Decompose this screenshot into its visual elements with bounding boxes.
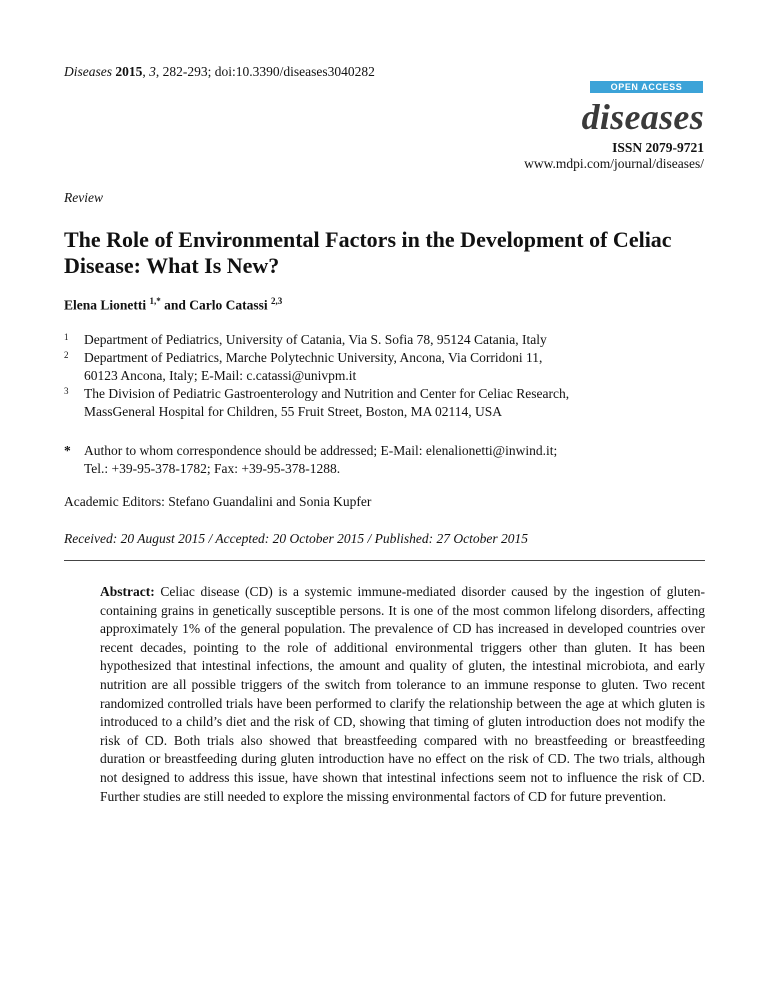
affiliation-text: Department of Pediatrics, University of Catania, Via S. Sofia 78, 95124 Catania, Italy xyxy=(84,332,547,347)
affiliation-text: MassGeneral Hospital for Children, 55 Fruit Street, Boston, MA 02114, USA xyxy=(84,404,502,419)
author-name: Elena Lionetti xyxy=(64,297,147,313)
journal-logo: diseases xyxy=(581,97,704,137)
affiliation-item xyxy=(64,331,569,349)
abstract xyxy=(100,583,705,806)
author-conjunction: and xyxy=(160,297,190,313)
abstract-text: Celiac disease (CD) is a systemic immune-mediated disorder caused by the ingestion of gluten-containing grains in genetically susceptible persons. It is one of the most common lifelong disorders, affecting approximately 1% of the general population. The prevalence of CD has increased in developed countries over recent decades, pointing to the role of additional environmental triggers other than gluten. It has been hypothesized that intestinal infections, the amount and quality of gluten, the intestinal microbiota, and early nutrition are all possible triggers of the switch from tolerance to an immune response to gluten. Two recent randomized controlled trials have been performed to clarify the relationship between the age at which gluten is introduced to a child’s diet and the risk of CD, showing that timing of gluten introduction does not modify the risk of CD. Both trials also showed that breastfeeding compared with no breastfeeding or breastfeeding duration or breastfeeding during gluten introduction have no effect on the risk of CD. The two trials, although not designed to address this issue, have shown that intestinal infections seem not to influence the risk of CD. Further studies are still needed to explore the missing environmental factors of CD for future prevention. xyxy=(100,584,705,804)
correspondence-row xyxy=(64,442,557,478)
divider xyxy=(64,560,705,561)
affiliations xyxy=(64,331,569,421)
affiliation-item xyxy=(64,349,569,385)
open-access-badge: OPEN ACCESS xyxy=(590,81,703,93)
affiliation-text: 60123 Ancona, Italy; E-Mail: c.catassi@univpm.it xyxy=(84,368,357,383)
affiliation-number: 3 xyxy=(64,386,69,396)
citation-line: Diseases 2015, 3, 282-293; doi:10.3390/diseases3040282 xyxy=(64,64,375,79)
affiliation-number: 2 xyxy=(64,350,69,360)
author-list xyxy=(64,296,282,314)
article-title: The Role of Environmental Factors in the Development of Celiac Disease: What Is New? xyxy=(64,227,672,278)
author-affil-sup: 2,3 xyxy=(271,296,283,306)
issn: ISSN 2079-9721 xyxy=(612,140,704,155)
volume: 3 xyxy=(149,64,156,79)
correspondence-note xyxy=(64,442,557,478)
journal-website-link[interactable]: www.mdpi.com/journal/diseases/ xyxy=(524,156,704,171)
pages-doi: , 282-293; doi:10.3390/diseases3040282 xyxy=(155,64,375,79)
article-type: Review xyxy=(64,190,103,205)
publication-year: 2015 xyxy=(115,64,143,79)
abstract-label: Abstract: xyxy=(100,584,155,599)
publication-dates: Received: 20 August 2015 / Accepted: 20 October 2015 / Published: 27 October 2015 xyxy=(64,531,529,546)
academic-editors: Academic Editors: Stefano Guandalini and Sonia Kupfer xyxy=(64,494,372,509)
correspondence-line: Tel.: +39-95-378-1782; Fax: +39-95-378-1288. xyxy=(84,461,341,476)
affiliation-number: 1 xyxy=(64,332,69,342)
affiliation-text: The Division of Pediatric Gastroenterology and Nutrition and Center for Celiac Research, xyxy=(84,386,570,401)
affiliation-text: Department of Pediatrics, Marche Polytechnic University, Ancona, Via Corridoni 11, xyxy=(84,350,543,365)
author-name: Carlo Catassi xyxy=(189,297,268,313)
author-affil-sup: 1,* xyxy=(149,296,161,306)
correspondence-line: Author to whom correspondence should be addressed; E-Mail: elenalionetti@inwind.it; xyxy=(84,443,558,458)
affiliation-item xyxy=(64,385,569,421)
journal-abbrev: Diseases xyxy=(64,64,112,79)
corresponding-marker: * xyxy=(64,443,71,458)
